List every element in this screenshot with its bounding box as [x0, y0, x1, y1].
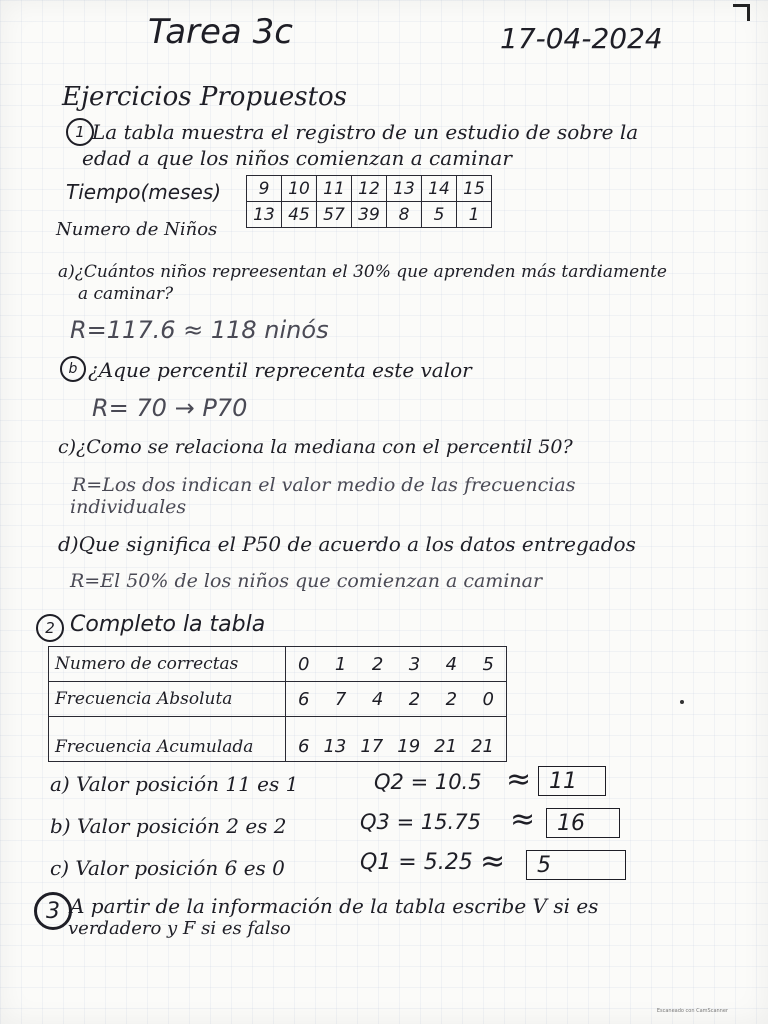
page-title: Tarea 3c [148, 12, 293, 52]
exercise-3-number: 3 [34, 892, 72, 930]
item-c-answer-box: 5 [526, 850, 626, 880]
table2-cell: 6 [298, 736, 310, 757]
item-c-quartile: Q1 = 5.25 [360, 850, 473, 875]
table2-cell: 2 [371, 653, 384, 675]
table2-cell: 1 [334, 653, 347, 675]
table1-row1-label: Tiempo(meses) [66, 180, 222, 204]
item-a-answer-box: 11 [538, 766, 606, 796]
section-title: Ejercicios Propuestos [62, 82, 348, 112]
table2-values [286, 717, 507, 762]
table2-cell: 5 [482, 653, 494, 675]
table1-cell: 13 [387, 176, 422, 202]
table1-cell: 5 [422, 202, 457, 228]
item-c-statement: c) Valor posición 6 es 0 [50, 856, 285, 880]
table1-cell: 13 [247, 202, 282, 228]
question-a-line2: a caminar? [78, 284, 174, 304]
ex1-intro-line2: edad a que los niños comienzan a caminar [82, 146, 512, 170]
question-b-letter: b [60, 356, 86, 382]
table2-cell: 4 [371, 688, 384, 710]
table1-cell: 15 [457, 176, 492, 202]
item-b-statement: b) Valor posición 2 es 2 [50, 814, 287, 838]
item-c-approx: ≈ [480, 844, 506, 879]
table1-cell: 45 [282, 202, 317, 228]
item-a-quartile: Q2 = 10.5 [374, 770, 482, 794]
table2-cell: 21 [471, 736, 494, 757]
table1-cell: 11 [317, 176, 352, 202]
table2-values [286, 647, 507, 682]
table2-cell: 2 [445, 688, 458, 710]
answer-c: R=Los dos indican el valor medio de las frecuencias [72, 474, 576, 496]
table2-values [286, 682, 507, 717]
table2-cell: 0 [298, 653, 310, 675]
table2-row-label: Numero de correctas [49, 647, 286, 682]
table2-cell: 0 [482, 688, 494, 710]
item-b-quartile: Q3 = 15.75 [360, 810, 481, 834]
table1-cell: 10 [282, 176, 317, 202]
table2-cell: 19 [397, 736, 421, 757]
item-b-answer-box: 16 [546, 808, 620, 838]
table2-cell: 4 [445, 653, 458, 675]
item-a-statement: a) Valor posición 11 es 1 [50, 772, 299, 796]
table2-cell: 21 [434, 736, 458, 757]
table2-cell: 3 [408, 653, 421, 675]
table1-row2-label: Numero de Niños [56, 219, 218, 240]
table2-cell: 7 [334, 688, 347, 710]
scanner-watermark: Escaneado con CamScanner [656, 1008, 728, 1014]
table1-cell: 8 [387, 202, 422, 228]
table1-cell: 39 [352, 202, 387, 228]
age-walking-table [246, 175, 492, 228]
answers-frequency-table [48, 646, 507, 762]
question-c: c)¿Como se relaciona la mediana con el percentil 50? [58, 436, 573, 458]
exercise-2-title: Completo la tabla [70, 612, 266, 637]
table2-cell: 6 [298, 688, 310, 710]
question-b: ¿Aque percentil reprecenta este valor [88, 358, 472, 382]
exercise-3-line1: A partir de la información de la tabla escribe V si es [70, 894, 599, 918]
table2-cell: 17 [360, 736, 384, 757]
table2-row-label: Frecuencia Acumulada [49, 717, 286, 762]
question-a: a)¿Cuántos niños repreesentan el 30% que aprenden más tardiamente [58, 262, 667, 282]
answer-a: R=117.6 ≈ 118 ninós [70, 316, 329, 344]
table1-cell: 1 [457, 202, 492, 228]
question-d: d)Que significa el P50 de acuerdo a los datos entregados [58, 532, 636, 556]
exercise-2-number: 2 [36, 614, 64, 642]
ink-dot [680, 700, 684, 704]
table2-cell: 13 [323, 736, 347, 757]
page-date: 17-04-2024 [500, 22, 663, 55]
answer-d: R=El 50% de los niños que comienzan a caminar [70, 570, 543, 592]
ex1-intro-line1: La tabla muestra el registro de un estudio de sobre la [92, 120, 639, 144]
table2-row-label: Frecuencia Absoluta [49, 682, 286, 717]
exercise-3-line2: verdadero y F si es falso [68, 918, 291, 939]
answer-b: R= 70 → P70 [92, 394, 248, 422]
table1-cell: 9 [247, 176, 282, 202]
table2-cell: 2 [408, 688, 421, 710]
item-a-approx: ≈ [506, 762, 532, 797]
table1-cell: 57 [317, 202, 352, 228]
item-b-approx: ≈ [510, 802, 536, 837]
exercise-1-number: 1 [66, 118, 94, 146]
table1-cell: 14 [422, 176, 457, 202]
answer-c-line2: individuales [70, 496, 187, 518]
page-corner-mark [733, 4, 750, 21]
table1-cell: 12 [352, 176, 387, 202]
